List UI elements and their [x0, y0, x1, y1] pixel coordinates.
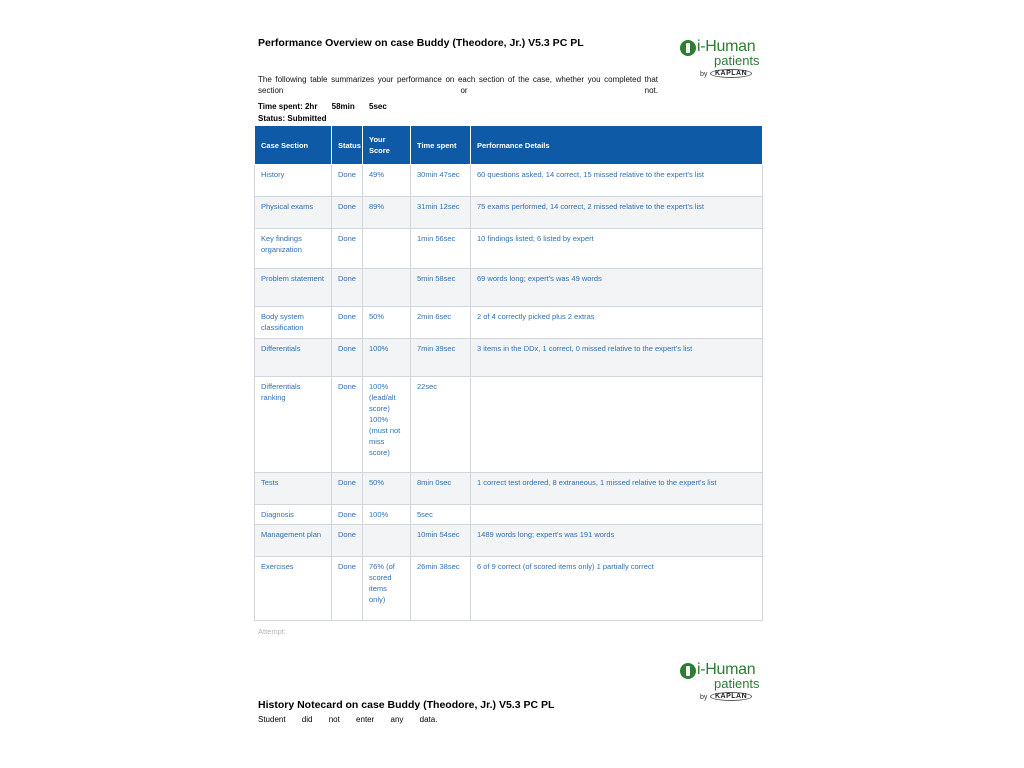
logo-by: by	[700, 694, 708, 701]
logo-kaplan: KAPLAN	[710, 692, 752, 701]
logo-brand-line1: i-Human	[697, 661, 756, 678]
ihuman-logo-top	[680, 38, 770, 84]
row-section: History	[255, 165, 332, 197]
row-status: Done	[332, 197, 363, 229]
logo-brand-line2: patients	[714, 53, 760, 68]
table-row	[255, 229, 763, 269]
row-section: Management plan	[255, 525, 332, 557]
row-score	[363, 525, 411, 557]
row-status: Done	[332, 165, 363, 197]
status-label: Status:	[258, 114, 286, 123]
performance-table	[254, 125, 763, 621]
ihuman-logo-icon	[680, 40, 696, 56]
notecard-title: History Notecard on case Buddy (Theodore, Jr.) V5.3 PC PL	[258, 699, 555, 711]
row-time: 7min 39sec	[411, 339, 471, 377]
row-details: 60 questions asked, 14 correct, 15 missed relative to the expert's list	[471, 165, 763, 197]
row-status: Done	[332, 307, 363, 339]
time-spent-label: Time spent:	[258, 102, 303, 111]
row-time: 31min 12sec	[411, 197, 471, 229]
row-details: 75 exams performed, 14 correct, 2 missed relative to the expert's list	[471, 197, 763, 229]
status-line	[258, 113, 387, 125]
row-section: Differentials ranking	[255, 377, 332, 473]
row-details: 69 words long; expert's was 49 words	[471, 269, 763, 307]
table-row	[255, 473, 763, 505]
row-status: Done	[332, 377, 363, 473]
row-time: 8min 0sec	[411, 473, 471, 505]
header-section: Case Section	[255, 126, 332, 165]
time-spent-line	[258, 101, 387, 113]
row-time: 10min 54sec	[411, 525, 471, 557]
row-section: Body system classification	[255, 307, 332, 339]
row-status: Done	[332, 473, 363, 505]
row-section: Problem statement	[255, 269, 332, 307]
row-status: Done	[332, 229, 363, 269]
row-section: Exercises	[255, 557, 332, 621]
logo-brand-line1: i-Human	[697, 38, 756, 55]
row-score: 49%	[363, 165, 411, 197]
table-row	[255, 165, 763, 197]
table-row	[255, 377, 763, 473]
row-details	[471, 505, 763, 525]
row-time: 30min 47sec	[411, 165, 471, 197]
row-details: 1489 words long; expert's was 191 words	[471, 525, 763, 557]
notecard-text: Student did not enter any data.	[258, 715, 438, 724]
row-time: 5min 58sec	[411, 269, 471, 307]
row-time: 1min 56sec	[411, 229, 471, 269]
time-spent-value: 2hr 58min 5sec	[304, 102, 387, 111]
header-status: Status	[332, 126, 363, 165]
row-details	[471, 377, 763, 473]
row-status: Done	[332, 269, 363, 307]
row-score: 100% (lead/alt score) 100% (must not miss score)	[363, 377, 411, 473]
row-status: Done	[332, 339, 363, 377]
table-row	[255, 505, 763, 525]
meta-block	[258, 101, 387, 125]
logo-by: by	[700, 71, 708, 78]
row-status: Done	[332, 505, 363, 525]
row-details: 10 findings listed; 6 listed by expert	[471, 229, 763, 269]
row-status: Done	[332, 525, 363, 557]
row-time: 2min 6sec	[411, 307, 471, 339]
ihuman-logo-bottom	[680, 661, 770, 707]
table-row	[255, 197, 763, 229]
row-score: 50%	[363, 473, 411, 505]
table-row	[255, 269, 763, 307]
row-details: 2 of 4 correctly picked plus 2 extras	[471, 307, 763, 339]
row-section: Diagnosis	[255, 505, 332, 525]
row-section: Tests	[255, 473, 332, 505]
header-details: Performance Details	[471, 126, 763, 165]
row-score: 50%	[363, 307, 411, 339]
row-section: Key findings organization	[255, 229, 332, 269]
summary-text: The following table summarizes your performance on each section of the case, whether you completed that section or not.	[258, 75, 658, 95]
row-score	[363, 269, 411, 307]
page-title: Performance Overview on case Buddy (Theodore, Jr.) V5.3 PC PL	[258, 37, 584, 49]
row-time: 26min 38sec	[411, 557, 471, 621]
header-time: Time spent	[411, 126, 471, 165]
row-score: 76% (of scored items only)	[363, 557, 411, 621]
row-time: 5sec	[411, 505, 471, 525]
row-score: 100%	[363, 339, 411, 377]
row-details: 6 of 9 correct (of scored items only) 1 partially correct	[471, 557, 763, 621]
row-details: 3 items in the DDx, 1 correct, 0 missed relative to the expert's list	[471, 339, 763, 377]
logo-kaplan: KAPLAN	[710, 69, 752, 78]
row-score	[363, 229, 411, 269]
table-row	[255, 307, 763, 339]
row-details: 1 correct test ordered, 8 extraneous, 1 missed relative to the expert's list	[471, 473, 763, 505]
row-score: 100%	[363, 505, 411, 525]
row-section: Physical exams	[255, 197, 332, 229]
row-time: 22sec	[411, 377, 471, 473]
row-section: Differentials	[255, 339, 332, 377]
table-header-row	[255, 126, 763, 165]
row-score: 89%	[363, 197, 411, 229]
table-row	[255, 339, 763, 377]
attempt-label: Attempt:	[258, 627, 286, 636]
table-row	[255, 525, 763, 557]
row-status: Done	[332, 557, 363, 621]
table-row	[255, 557, 763, 621]
header-score: Your Score	[363, 126, 411, 165]
logo-brand-line2: patients	[714, 676, 760, 691]
ihuman-logo-icon	[680, 663, 696, 679]
status-value: Submitted	[287, 114, 327, 123]
